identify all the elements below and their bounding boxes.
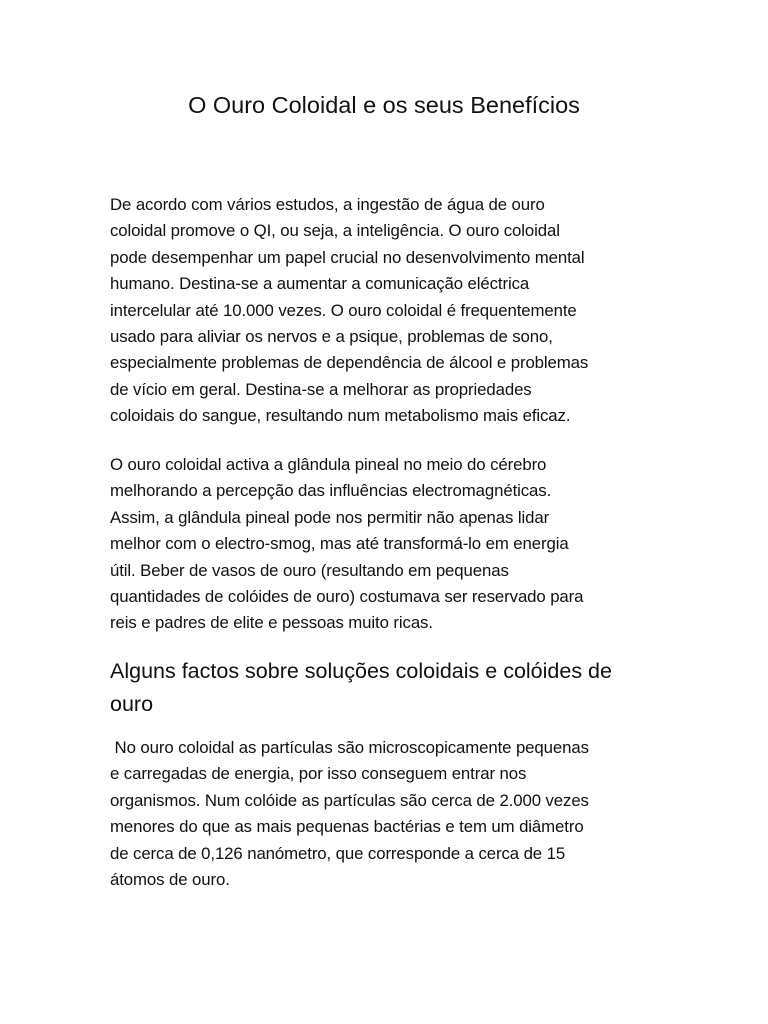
text-line: de vício em geral. Destina-se a melhorar as propriedades	[110, 379, 532, 399]
text-line: intercelular até 10.000 vezes. O ouro coloidal é frequentemente	[110, 300, 577, 320]
text-line: átomos de ouro.	[110, 870, 230, 890]
text-line: melhorando a percepção das influências electromagnéticas.	[110, 481, 552, 501]
text-line: de cerca de 0,126 nanómetro, que corresponde a cerca de 15	[110, 843, 566, 863]
text-line: coloidais do sangue, resultando num metabolismo mais eficaz.	[110, 406, 571, 426]
text-line: No ouro coloidal as partículas são microscopicamente pequenas	[110, 738, 589, 757]
text-line: humano. Destina-se a aumentar a comunicação eléctrica	[110, 274, 530, 294]
text-line: e carregadas de energia, por isso conseguem entrar nos	[110, 764, 527, 784]
section-heading	[110, 655, 670, 721]
text-line: coloidal promove o QI, ou seja, a inteligência. O ouro coloidal	[110, 221, 560, 241]
paragraph-3	[110, 735, 670, 893]
heading-line: Alguns factos sobre soluções coloidais e colóides de	[110, 659, 612, 683]
page-title: O Ouro Coloidal e os seus Benefícios	[188, 92, 580, 118]
text-line: menores do que as mais pequenas bactérias e tem um diâmetro	[110, 817, 584, 837]
text-line: reis e padres de elite e pessoas muito ricas.	[110, 613, 433, 633]
heading-line: ouro	[110, 692, 154, 716]
text-line: usado para aliviar os nervos e a psique, problemas de sono,	[110, 327, 553, 347]
text-line: De acordo com vários estudos, a ingestão de água de ouro	[110, 195, 545, 214]
text-line: quantidades de colóides de ouro) costumava ser reservado para	[110, 587, 584, 607]
text-line: útil. Beber de vasos de ouro (resultando em pequenas	[110, 560, 509, 580]
text-line: O ouro coloidal activa a glândula pineal no meio do cérebro	[110, 455, 547, 474]
text-line: melhor com o electro-smog, mas até transformá-lo em energia	[110, 534, 569, 554]
text-line: pode desempenhar um papel crucial no desenvolvimento mental	[110, 247, 585, 267]
text-line: especialmente problemas de dependência de álcool e problemas	[110, 353, 589, 373]
text-line: organismos. Num colóide as partículas são cerca de 2.000 vezes	[110, 790, 589, 810]
paragraph-1	[110, 192, 670, 430]
paragraph-2	[110, 452, 670, 637]
text-line: Assim, a glândula pineal pode nos permitir não apenas lidar	[110, 507, 550, 527]
